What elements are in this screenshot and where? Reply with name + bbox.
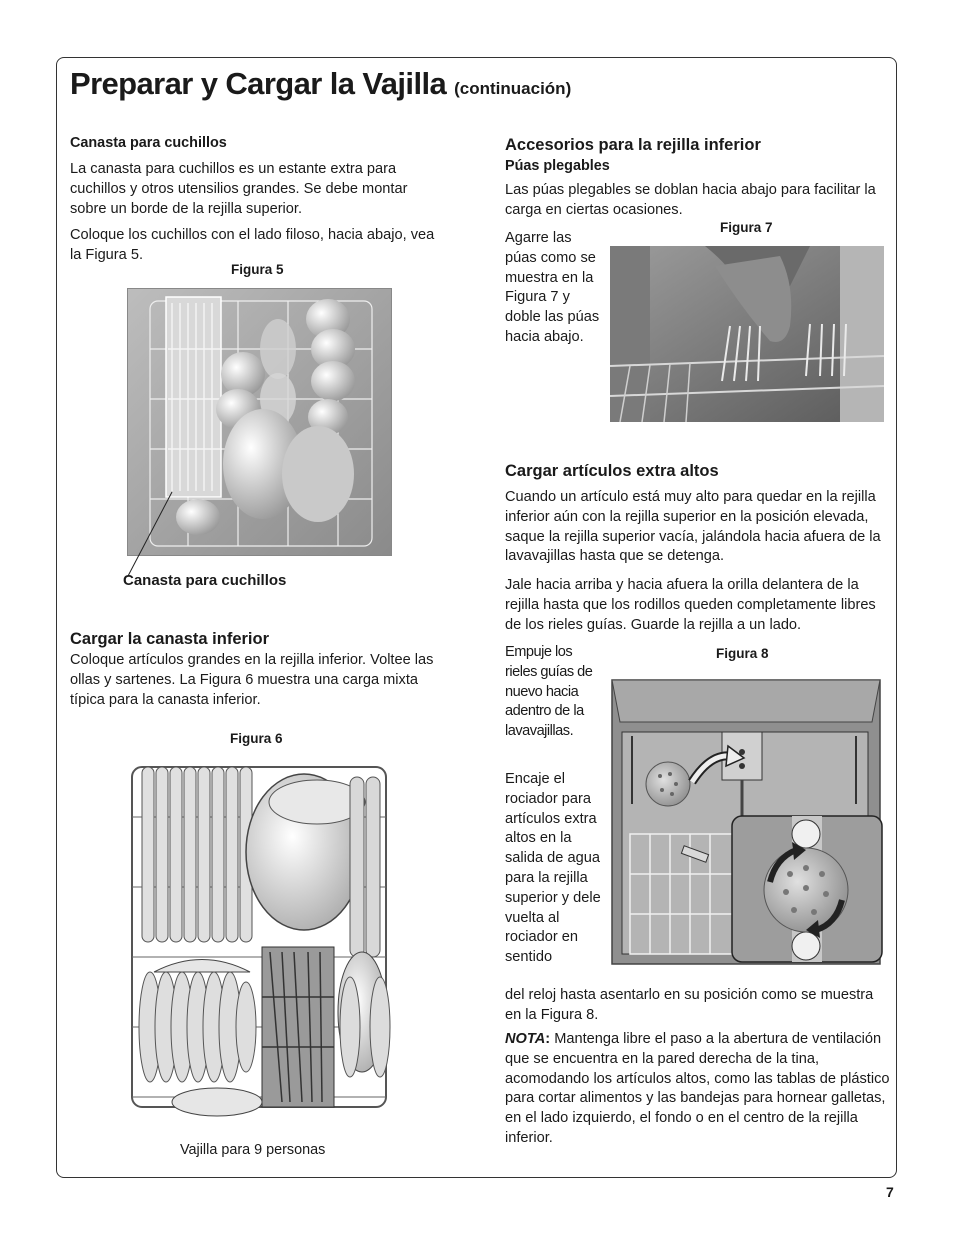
figure-6-image [122,757,394,1123]
tall-items-paragraph-1: Cuando un artículo está muy alto para quedar en la rejilla inferior aún con la rejilla superior en la posición elevada, saque la rejilla superior vacía, jalándola hacia afuera de la lavavajillas hasta que se detenga. [505,489,881,565]
figure-5-callout-line [120,490,180,580]
spray-continuation-text: del reloj hasta asentarlo en su posición como se muestra en la Figura 8. [505,987,874,1023]
spray-side-text: Encaje el rociador para artículos extra altos en la salida de agua para la rejilla superior y dele vuelta al rociador en sentido [505,771,601,966]
figure-6-subcaption: Vajilla para 9 personas [180,1142,326,1158]
figure-7-caption: Figura 7 [720,220,773,235]
figure-5-caption: Figura 5 [231,262,284,277]
figure-5-callout-label: Canasta para cuchillos [123,572,287,589]
folding-tines-heading: Púas plegables [505,158,610,174]
knife-basket-heading: Canasta para cuchillos [70,135,227,151]
folding-tines-paragraph: Las púas plegables se doblan hacia abajo para facilitar la carga en ciertas ocasiones. [505,182,876,218]
note-text: Mantenga libre el paso a la abertura de ventilación que se encuentra en la pared derecha de la tina, acomodando los artículos altos, como las tablas de plástico para cortar alimentos y las bandejas para hornear galletas, en el lado izquierdo, el fondo o en el centro de la rejilla inferior. [505,1031,890,1146]
lower-rack-paragraph: Coloque artículos grandes en la rejilla inferior. Voltee las ollas y sartenes. La Figura 6 muestra una carga mixta típica para la canasta inferior. [70,652,434,708]
lower-rack-heading: Cargar la canasta inferior [70,630,269,648]
figure-6-caption: Figura 6 [230,731,283,746]
note-label: NOTA [505,1031,546,1047]
tall-items-heading: Cargar artículos extra altos [505,462,719,480]
knife-basket-paragraph-2: Coloque los cuchillos con el lado filoso, hacia abajo, vea la Figura 5. [70,227,435,263]
note-paragraph: NOTA: Mantenga libre el paso a la abertura de ventilación que se encuentra en la pared derecha de la tina, acomodando los artículos altos, como las tablas de plástico para cortar alimentos y las bandejas para hornear galletas, en el lado izquierdo, el fondo o en el centro de la rejilla inferior. [505,1031,890,1146]
figure-8-image [610,674,886,968]
figure-7-image [610,246,884,422]
tall-items-paragraph-2: Jale hacia arriba y hacia afuera la orilla delantera de la rejilla hasta que los rodillos queden completamente libres de los rieles guías. Guarde la rejilla a un lado. [505,577,876,633]
knife-basket-paragraph-1: La canasta para cuchillos es un estante extra para cuchillos y otros utensilios grandes. Se debe montar sobre un borde de la rejilla superior. [70,161,408,217]
guide-rails-side-text: Empuje los rieles guías de nuevo hacia adentro de la lavavajillas. [505,644,593,740]
page-title: Preparar y Cargar la Vajilla (continuación) [70,66,572,101]
page-number: 7 [886,1184,894,1200]
figure-8-caption: Figura 8 [716,646,769,661]
lower-rack-accessories-heading: Accesorios para la rejilla inferior [505,136,761,154]
folding-tines-side-text: Agarre las púas como se muestra en la Figura 7 y doble las púas hacia abajo. [505,230,600,345]
